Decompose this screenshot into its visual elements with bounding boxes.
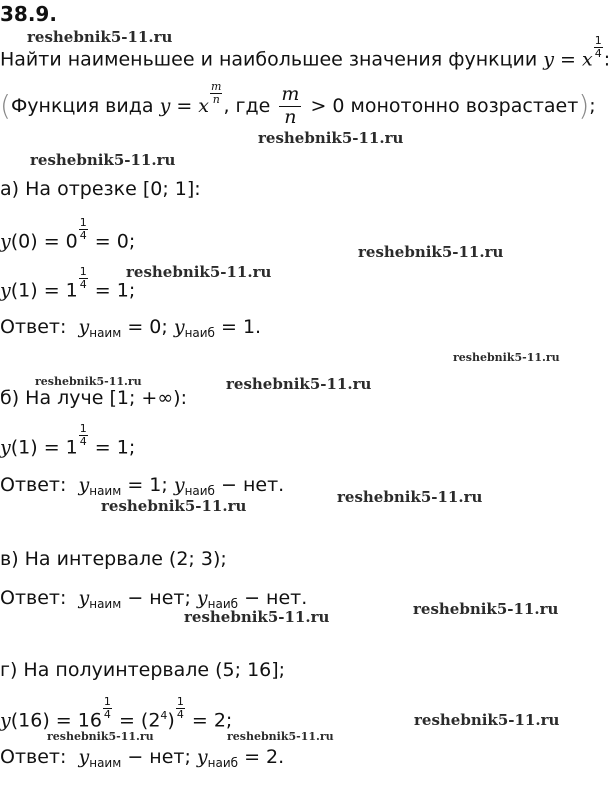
problem-number: 38.9. xyxy=(0,2,57,26)
hint-condition: > 0 монотонно возрастает xyxy=(304,94,579,117)
part-d-label: г) На полуинтервале (5; 16]; xyxy=(0,659,286,681)
watermark: reshebnik5-11.ru xyxy=(358,243,504,261)
watermark: reshebnik5-11.ru xyxy=(30,151,176,169)
hint-close-paren: ) xyxy=(578,88,590,122)
hint-exponent: $\frac{m}{n}$ xyxy=(211,80,222,106)
watermark: reshebnik5-11.ru xyxy=(126,263,272,281)
watermark: reshebnik5-11.ru xyxy=(27,28,173,46)
watermark: reshebnik5-11.ru xyxy=(47,730,154,743)
hint-open-paren: ( xyxy=(0,88,11,122)
watermark: reshebnik5-11.ru xyxy=(337,488,483,506)
part-c-answer: Ответ: $y_{наим}$ − нет; $y_{наиб}$ − нет. xyxy=(0,587,308,611)
watermark: reshebnik5-11.ru xyxy=(226,375,372,393)
hint-fraction: $\frac{m}{n}$ xyxy=(281,83,300,128)
part-b-line1: y(1) = 1 $\frac{1}{4}$ = 1; xyxy=(0,422,136,459)
part-b-answer: Ответ: $y_{наим} = 1$; $y_{наиб}$ − нет. xyxy=(0,474,285,498)
watermark: reshebnik5-11.ru xyxy=(35,375,142,388)
part-b-label: б) На луче [1; +∞): xyxy=(0,387,187,409)
part-a-line1: y(0) = 0 $\frac{1}{4}$ = 0; xyxy=(0,216,136,253)
part-d-answer: Ответ: $y_{наим}$ − нет; $y_{наиб} = 2$. xyxy=(0,746,285,770)
watermark: reshebnik5-11.ru xyxy=(227,730,334,743)
watermark: reshebnik5-11.ru xyxy=(413,600,559,618)
watermark: reshebnik5-11.ru xyxy=(258,129,404,147)
part-c-label: в) На интервале (2; 3); xyxy=(0,548,227,570)
part-a-line2: y(1) = 1 $\frac{1}{4}$ = 1; xyxy=(0,265,136,302)
statement-text: Найти наименьшее и наибольшее значения функции xyxy=(0,48,538,71)
exponent-fraction: $\frac{1}{4}$ xyxy=(594,34,602,60)
watermark: reshebnik5-11.ru xyxy=(414,711,560,729)
math-x: x xyxy=(582,48,593,71)
hint-text: Функция вида xyxy=(10,94,160,117)
math-y: y xyxy=(543,48,555,71)
watermark: reshebnik5-11.ru xyxy=(101,497,247,515)
math-eq: = xyxy=(554,48,583,71)
watermark: reshebnik5-11.ru xyxy=(184,608,330,626)
part-a-label: а) На отрезке [0; 1]: xyxy=(0,178,201,200)
part-a-answer: Ответ: $y_{наим} = 0$; $y_{наиб} = 1$. xyxy=(0,316,262,340)
part-d-line1: y(16) = 16 $\frac{1}{4}$ = $(2^4)$ $\frac{1}{4}$ = 2; xyxy=(0,695,233,732)
hint-line: (Функция вида y = x $\frac{m}{n}$ , где $\frac{m}{n}$ > 0 монотонно возрастает); xyxy=(0,80,596,128)
problem-statement: Найти наименьшее и наибольшее значения функции y = x $\frac{1}{4}$ : xyxy=(0,34,610,71)
watermark: reshebnik5-11.ru xyxy=(453,351,560,364)
